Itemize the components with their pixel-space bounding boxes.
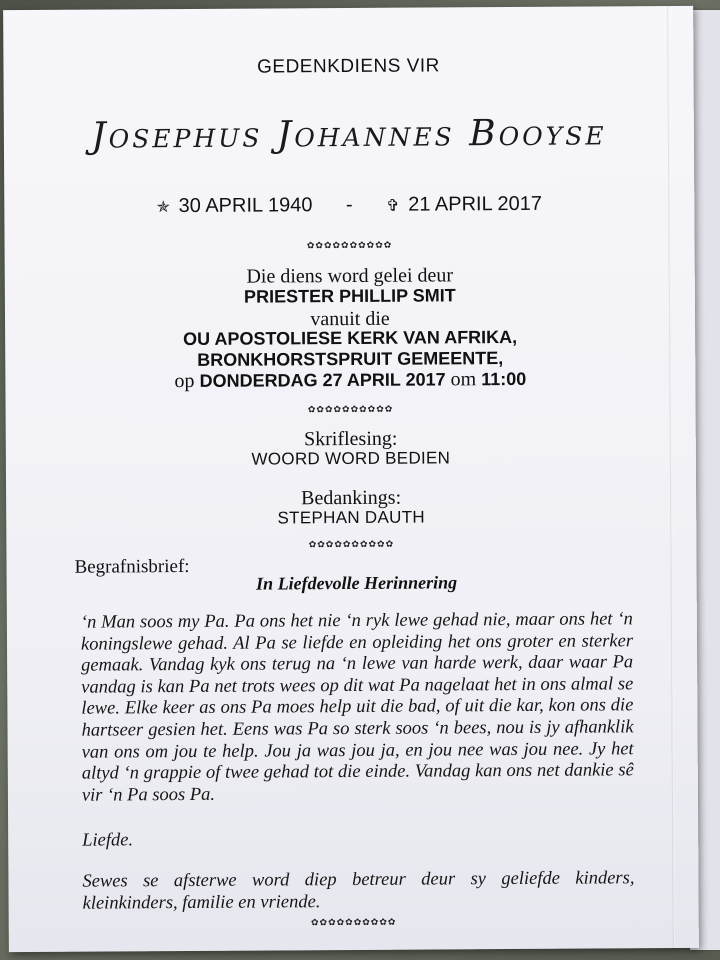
letter-signoff: Liefde. — [82, 830, 134, 851]
church-name: OU APOSTOLIESE KERK VAN AFRIKA, — [183, 326, 518, 350]
letter-paragraph: ‘n Man soos my Pa. Pa ons het nie ‘n ryk lewe gehad nie, maar ons het ‘n koningslewe gehad. Al Pa se liefde en opleiding het ons groter en sterker gemaak. Vandag kyk ons terug na ‘n lewe van harde werk, daar waar Pa vandag is kan Pa net trots wees op dit wat Pa nagelaat het in ons almal se lewe. Elke keer as ons Pa moes help uit die bad, of uit die kar, kon ons die hartseer gesien het. Eens was Pa so sterk soos ‘n bees, nou is jy afhanklik van ons om jou te help. Jou ja was jou ja, en jou nee was jou nee. Jy het altyd ‘n grappie of twee gehad tot die einde. Vandag kan ons net dankie sê vir ‘n Pa soos Pa. — [80, 609, 634, 806]
death-date: 21 APRIL 2017 — [408, 192, 543, 216]
service-time: 11:00 — [481, 368, 527, 390]
date-separator: - — [345, 193, 353, 217]
officiant-name: PRIESTER PHILLIP SMIT — [243, 285, 456, 307]
program-heading: GEDENKDIENS VIR — [257, 55, 440, 78]
letter-title: In Liefdevolle Herinnering — [256, 572, 458, 594]
church-congregation: BRONKHORSTSPRUIT GEMEENTE, — [197, 348, 504, 370]
ornament-divider: ✿✿✿✿✿✿✿✿✿✿ — [308, 538, 395, 550]
birth-date: 30 APRIL 1940 — [178, 194, 313, 218]
service-date-line — [5, 367, 695, 394]
star-icon: ✯ — [156, 199, 171, 217]
life-dates — [4, 192, 694, 219]
ornament-divider: ✿✿✿✿✿✿✿✿✿✿ — [306, 239, 393, 251]
cross-icon: ✞ — [386, 197, 400, 215]
letter-label: Begrafnisbrief: — [74, 555, 190, 578]
ornament-divider: ✿✿✿✿✿✿✿✿✿✿ — [310, 916, 397, 928]
scripture-label: Skriflesing: — [304, 427, 398, 451]
thanks-label: Bedankings: — [301, 486, 402, 510]
closing-note: Sewes se afsterwe word diep betreur deur sy geliefde kinders, kleinkinders, familie en vriende. — [82, 868, 635, 914]
on-word: op — [174, 369, 195, 393]
led-by-intro: Die diens word gelei deur — [246, 264, 454, 288]
service-date: DONDERDAG 27 APRIL 2017 — [199, 369, 446, 391]
from-intro: vanuit die — [310, 307, 390, 331]
at-word: om — [450, 368, 477, 391]
memorial-program-page — [3, 6, 699, 952]
deceased-name: Josephus Johannes Booyse — [91, 112, 607, 157]
ornament-divider: ✿✿✿✿✿✿✿✿✿✿ — [307, 403, 394, 415]
letter-body — [81, 609, 634, 807]
thanks-value: STEPHAN DAUTH — [277, 507, 426, 528]
scripture-value: WOORD WORD BEDIEN — [251, 448, 451, 469]
